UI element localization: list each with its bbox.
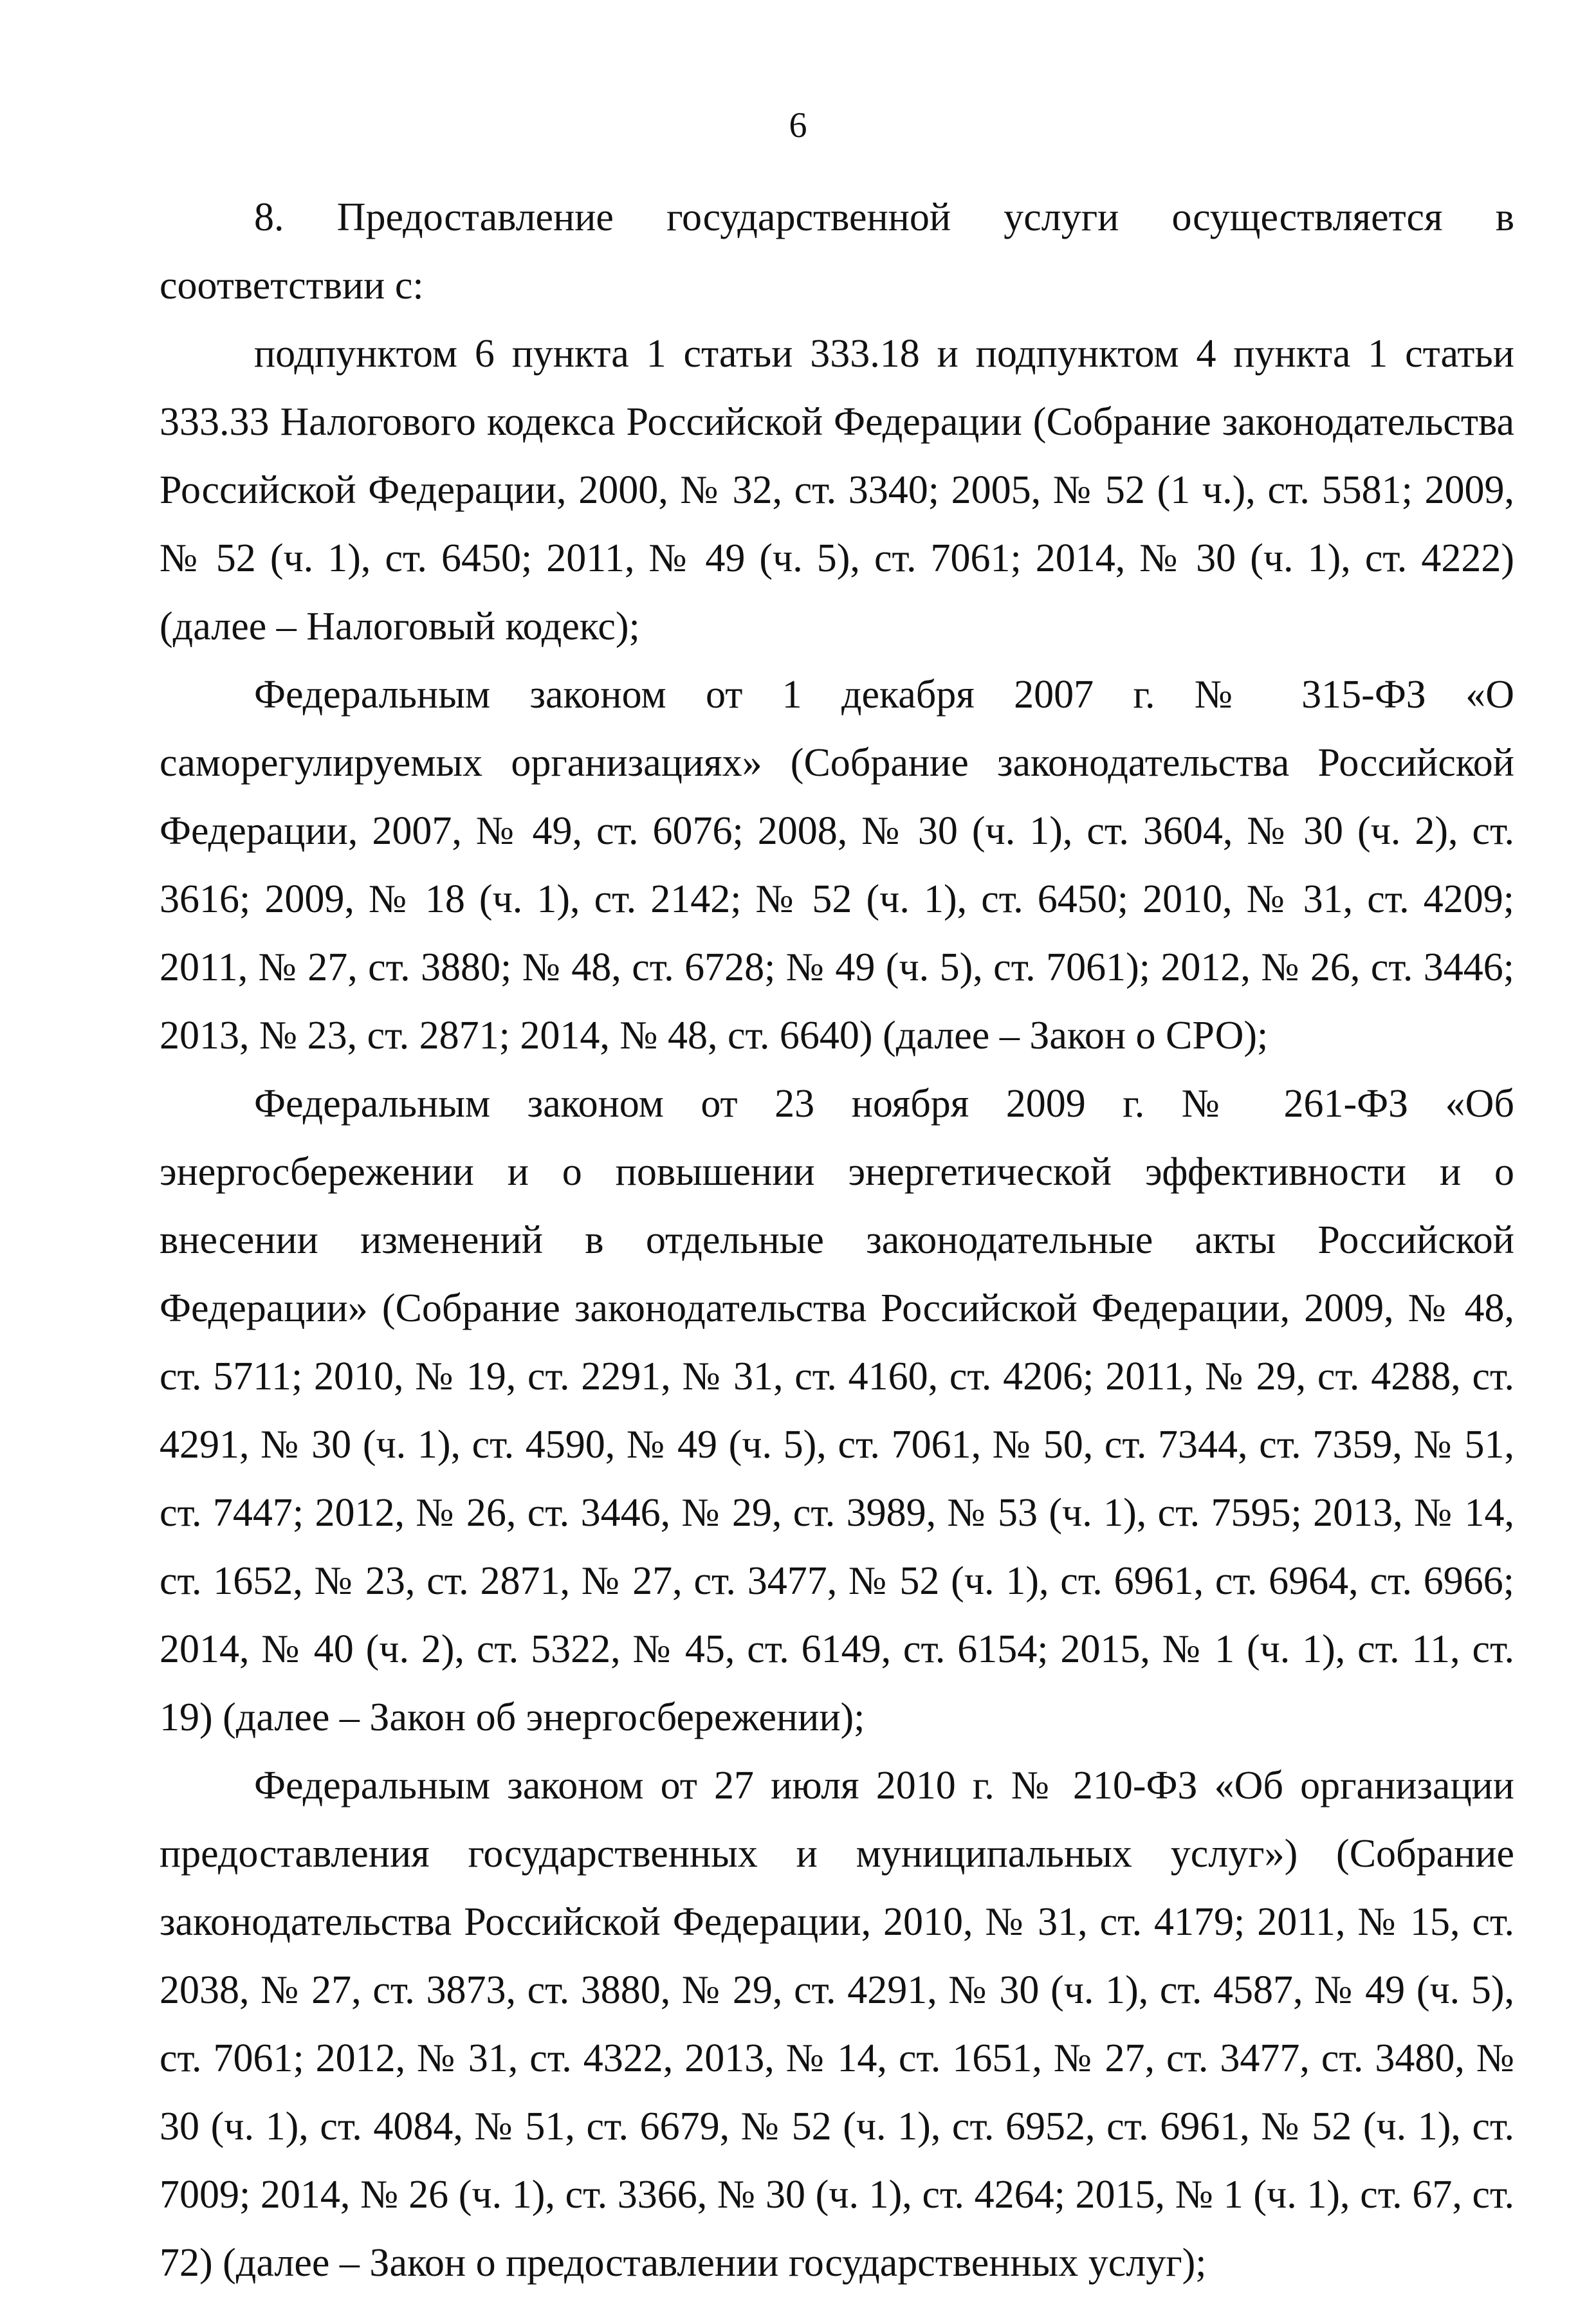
paragraph-sro-law: Федеральным законом от 1 декабря 2007 г. № 315-ФЗ «О саморегулируемых организациях» (Собрание законодательства Российской Федерации, 2007, № 49, ст. 6076; 2008, № 30 (ч. 1), ст. 3604, № 30 (ч. 2), ст. 3616; 2009, № 18 (ч. 1), ст. 2142; № 52 (ч. 1), ст. 6450; 2010, № 31, ст. 4209; 2011, № 27, ст. 3880; № 48, ст. 6728; № 49 (ч. 5), ст. 7061); 2012, № 26, ст. 3446; 2013, № 23, ст. 2871; 2014, № 48, ст. 6640) (далее – Закон о СРО); (160, 673, 1514, 1057)
paragraph-energy-saving-law: Федеральным законом от 23 ноября 2009 г. № 261-ФЗ «Об энергосбережении и о повышении энергетической эффективности и о внесении изменений в отдельные законодательные акты Российской Федерации» (Собрание законодательства Российской Федерации, 2009, № 48, ст. 5711; 2010, № 19, ст. 2291, № 31, ст. 4160, ст. 4206; 2011, № 29, ст. 4288, ст. 4291, № 30 (ч. 1), ст. 4590, № 49 (ч. 5), ст. 7061, № 50, ст. 7344, ст. 7359, № 51, ст. 7447; 2012, № 26, ст. 3446, № 29, ст. 3989, № 53 (ч. 1), ст. 7595; 2013, № 14, ст. 1652, № 23, ст. 2871, № 27, ст. 3477, № 52 (ч. 1), ст. 6961, ст. 6964, ст. 6966; 2014, № 40 (ч. 2), ст. 5322, № 45, ст. 6149, ст. 6154; 2015, № 1 (ч. 1), ст. 11, ст. 19) (далее – Закон об энергосбережении); (160, 1082, 1514, 1739)
paragraph-public-services-law: Федеральным законом от 27 июля 2010 г. № 210-ФЗ «Об организации предоставления государственных и муниципальных услуг») (Собрание законодательства Российской Федерации, 2010, № 31, ст. 4179; 2011, № 15, ст. 2038, № 27, ст. 3873, ст. 3880, № 29, ст. 4291, № 30 (ч. 1), ст. 4587, № 49 (ч. 5), ст. 7061; 2012, № 31, ст. 4322, 2013, № 14, ст. 1651, № 27, ст. 3477, ст. 3480, № 30 (ч. 1), ст. 4084, № 51, ст. 6679, № 52 (ч. 1), ст. 6952, ст. 6961, № 52 (ч. 1), ст. 7009; 2014, № 26 (ч. 1), ст. 3366, № 30 (ч. 1), ст. 4264; 2015, № 1 (ч. 1), ст. 67, ст. 72) (далее – Закон о предоставлении государственных услуг); (160, 1764, 1514, 2285)
document-body (160, 183, 1514, 2297)
page-number: 6 (789, 105, 807, 145)
paragraph-tax-code: подпунктом 6 пункта 1 статьи 333.18 и подпунктом 4 пункта 1 статьи 333.33 Налогового кодекса Российской Федерации (Собрание законодательства Российской Федерации, 2000, № 32, ст. 3340; 2005, № 52 (1 ч.), ст. 5581; 2009, № 52 (ч. 1), ст. 6450; 2011, № 49 (ч. 5), ст. 7061; 2014, № 30 (ч. 1), ст. 4222) (далее – Налоговый кодекс); (160, 332, 1514, 648)
paragraph-item-8: 8. Предоставление государственной услуги осуществляется в соответствии с: (160, 196, 1514, 307)
